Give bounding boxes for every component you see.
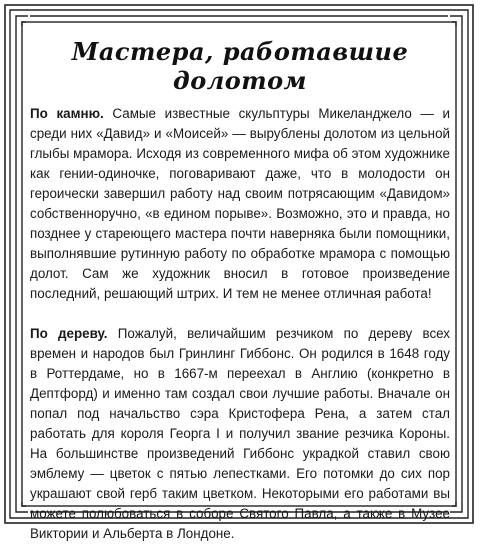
section-wood bbox=[30, 324, 450, 544]
text-panel bbox=[30, 30, 450, 541]
section-lead: По дереву. bbox=[30, 326, 108, 341]
page-title: Мастера, работавшие долотом bbox=[71, 37, 409, 95]
section-lead: По камню. bbox=[30, 106, 104, 121]
section-text: Пожалуй, величайшим резчиком по дереву всех времен и народов был Гринлинг Гиббонс. Он родился в 1648 году в Роттердаме, но в 1667-м переехал в Англию (конкретно в Дептфорд) и именно там создал свои лучшие работы. Вначале он попал под начальство сэра Кристофера Рена, а затем стал работать для короля Георга I и получил звание резчика Короны. На большинстве произведений Гиббонс украдкой ставил свою эмблему — цветок с пятью лепестками. Его потомки до сих пор украшают свой герб таким цветком. Некоторыми его работами вы можете полюбоваться в соборе Святого Павла, а также в Музее Виктории и Альберта в Лондоне. bbox=[30, 326, 450, 541]
section-stone bbox=[30, 104, 450, 304]
section-text: Самые известные скульптуры Микеланджело — и среди них «Давид» и «Моисей» — вырублены долотом из цельной глыбы мрамора. Исходя из современного мифа об этом художнике как гении-одиночке, поговаривают даже, что в молодости он героически завершил работу над своим потрясающим «Давидом» собственноручно, «в едином порыве». Возможно, это и правда, но позднее у стареющего мастера почти наверняка были помощники, выполнявшие рутинную работу по обработке мрамора с помощью долот. Сам же художник вносил в готовое произведение последний, решающий штрих. И тем не менее отличная работа! bbox=[30, 106, 450, 301]
